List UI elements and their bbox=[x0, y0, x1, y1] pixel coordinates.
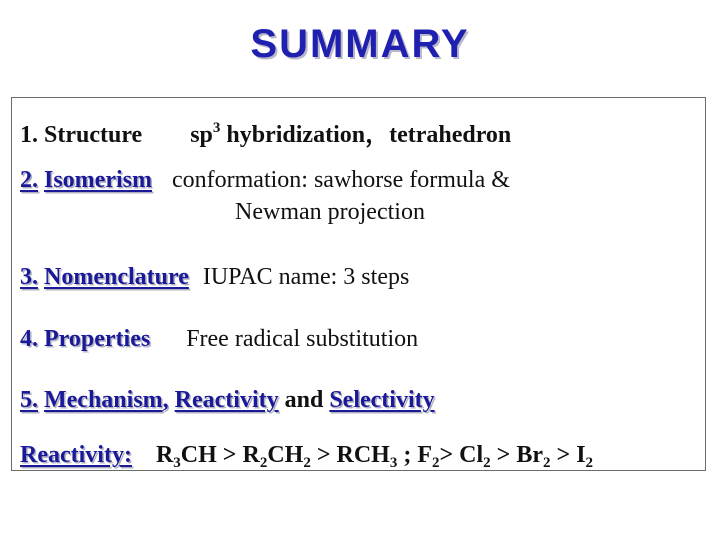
reactivity-label: Reactivity bbox=[174, 387, 279, 413]
formula-r3ch: $R_3CH > R_2CH_2 > RCH_3$ ; $F_2> Cl_2 > Br_2 > I_2$ bbox=[155, 442, 594, 471]
and-text: and bbox=[284, 387, 324, 413]
item-nomenclature bbox=[20, 264, 409, 291]
superscript: 3 bbox=[212, 120, 221, 136]
page-title: SUMMARY bbox=[250, 22, 470, 66]
item-text-sp: sp bbox=[190, 122, 213, 148]
item-text-hybridization: hybridization，tetrahedron bbox=[220, 122, 512, 148]
mechanism-label: Mechanism bbox=[44, 387, 163, 413]
item-label: Properties bbox=[44, 326, 151, 352]
item-number: 1. bbox=[20, 122, 38, 148]
item-properties bbox=[20, 326, 418, 353]
item-number: 2. bbox=[20, 167, 38, 193]
selectivity-label: Selectivity bbox=[329, 387, 435, 413]
reactivity-line bbox=[20, 442, 593, 469]
item-label: Nomenclature bbox=[44, 264, 189, 290]
item-text-line2: Newman projection bbox=[235, 199, 425, 225]
item-number: 5. bbox=[20, 387, 38, 413]
item-label: Structure bbox=[44, 122, 143, 148]
item-mechanism bbox=[20, 387, 435, 414]
item-text-line1: conformation: sawhorse formula & bbox=[171, 167, 510, 193]
item-structure bbox=[20, 114, 511, 149]
item-text: Free radical substitution bbox=[186, 326, 419, 352]
comma: , bbox=[162, 387, 169, 413]
item-text: IUPAC name: 3 steps bbox=[202, 264, 410, 290]
item-label: Isomerism bbox=[44, 167, 152, 193]
item-isomerism bbox=[20, 167, 510, 194]
item-number: 4. bbox=[20, 326, 38, 352]
item-number: 3. bbox=[20, 264, 38, 290]
reactivity-title: Reactivity: bbox=[20, 442, 132, 468]
